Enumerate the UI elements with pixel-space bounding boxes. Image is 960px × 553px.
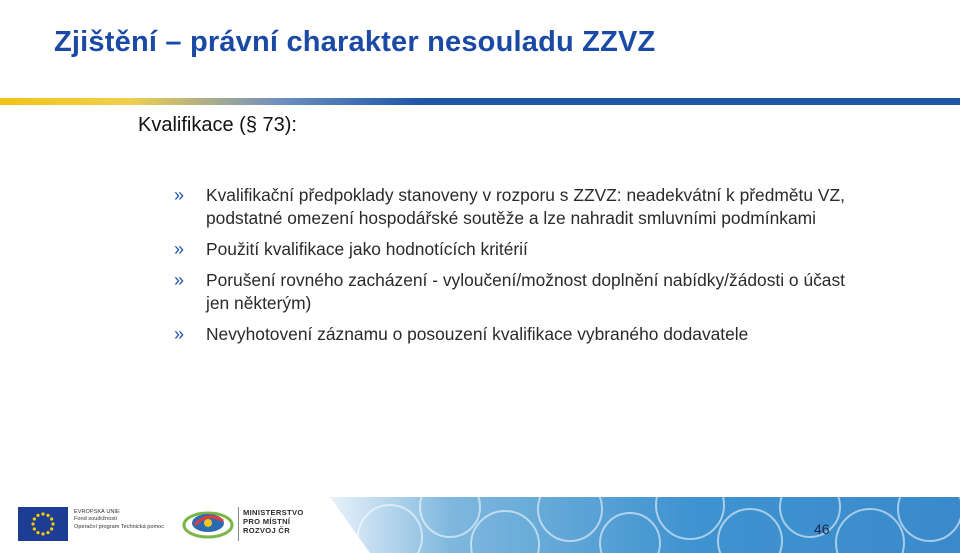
ministry-line: PRO MÍSTNÍ [243,517,291,527]
eu-star-icon [50,517,53,520]
eu-star-icon [33,527,36,530]
eu-star-icon [50,527,53,530]
section-heading: Kvalifikace (§ 73): [138,114,297,136]
eu-line: EVROPSKÁ UNIE [74,509,120,515]
ministry-line: MINISTERSTVO [243,508,304,517]
bullet-text: Porušení rovného zacházení - vyloučení/možnost doplnění nabídky/žádosti o účast jen některým) [206,270,846,313]
bullet-marker-icon: » [174,324,185,344]
footer [0,497,960,553]
eu-star-icon [36,531,39,534]
eu-line: Operační program Technická pomoc [74,523,165,530]
eu-logo-text [74,509,164,531]
eu-star-icon [31,522,34,525]
eu-flag-icon [18,507,68,541]
eu-logo-block [18,507,178,541]
bullet-marker-icon: » [174,239,185,259]
eu-star-icon [46,531,49,534]
ministry-logo-text [243,508,304,536]
bullet-text: Použití kvalifikace jako hodnotících kritérií [206,239,528,259]
bullet-item [172,269,852,315]
eu-star-icon [51,522,54,525]
logo-divider [238,507,239,541]
eu-star-icon [46,514,49,517]
eu-star-icon [41,512,44,515]
eu-star-icon [36,514,39,517]
page-number: 46 [814,521,830,537]
bullet-marker-icon: » [174,185,185,205]
bullet-text: Kvalifikační předpoklady stanoveny v rozporu s ZZVZ: neadekvátní k předmětu VZ, podstatné omezení hospodářské soutěže a lze nahradit smluvními podmínkami [206,185,845,228]
eu-line: Fond soudržnosti [74,516,117,523]
bullet-item [172,238,852,261]
title-underline-bar [0,98,960,105]
slide-title: Zjištění – právní charakter nesouladu ZZVZ [54,26,656,58]
bullet-item [172,323,852,346]
bullet-list [172,184,852,354]
eu-star-icon [41,532,44,535]
bullet-text: Nevyhotovení záznamu o posouzení kvalifikace vybraného dodavatele [206,324,749,344]
eu-star-icon [33,517,36,520]
ministry-line: ROZVOJ ČR [243,526,291,536]
circle-pattern-icon [330,497,960,553]
bullet-marker-icon: » [174,270,185,290]
mmr-logo-icon [181,505,235,541]
footer-decoration [330,497,960,553]
bullet-item [172,184,852,230]
